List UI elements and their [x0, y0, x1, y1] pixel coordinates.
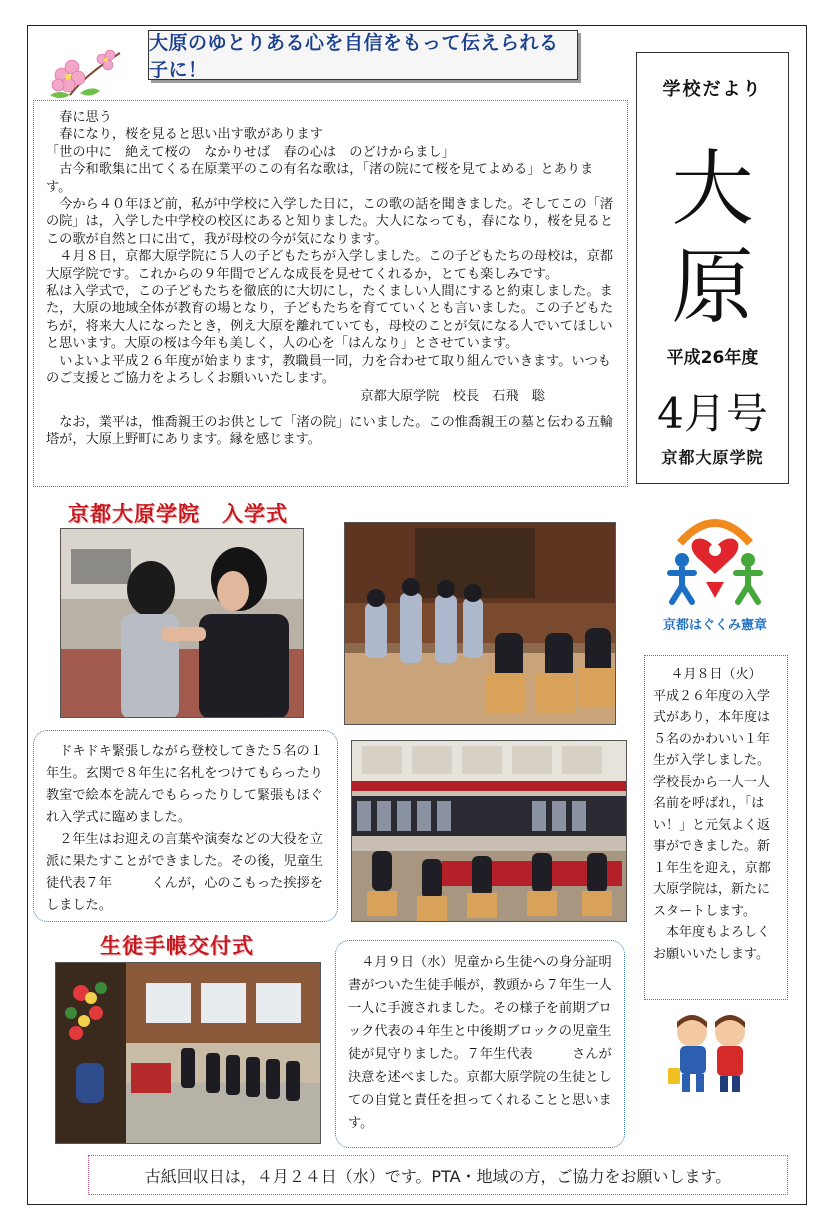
- principal-article: [33, 100, 628, 487]
- masthead-year: 平成26年度: [666, 348, 759, 368]
- sidebox-date: ４月８日（火）: [670, 667, 762, 682]
- photo-children-procession: [344, 522, 616, 725]
- masthead-month: 4月号: [657, 389, 768, 438]
- article-paragraph: ４月８日，京都大原学院に５人の子どもたちが入学しました。この子どもたちの母校は，京都大原学院です。これからの９年間でどんな成長を見せてくれるか，とても楽しみです。: [46, 249, 614, 282]
- article-signature: 京都大原学院 校長 石飛 聡: [360, 388, 545, 404]
- hagukumi-charter-emblem: [650, 498, 780, 638]
- article-paragraph: 古今和歌集に出てくる在原業平のこの有名な歌は，「渚の院にて桜を見てよめる」とあります。: [46, 162, 594, 195]
- entrance-ceremony-description: [33, 730, 338, 922]
- handbook-ceremony-description: [335, 940, 625, 1148]
- photo-handbook-ceremony: [55, 962, 321, 1144]
- masthead-big-char-2: 原: [671, 240, 754, 335]
- masthead: [636, 52, 789, 484]
- article-line: 春になり，桜を見ると思い出す歌があります: [59, 127, 323, 143]
- masthead-school: 京都大原学院: [661, 448, 764, 467]
- masthead-label: 学校だより: [662, 79, 763, 100]
- entrance-text-1: ドキドキ緊張しながら登校してきた５名の１年生。玄関で８年生に名札をつけてもらったり教室で絵本を読んでもらったりして緊張もほぐれ入学式に臨めました。: [46, 744, 323, 825]
- article-postscript: なお，業平は，惟喬親王のお供として「渚の院」にいました。この惟喬親王の墓と伝わる五輪塔が，大原上野町にあります。縁を感じます。: [46, 414, 614, 448]
- children-illustration-icon: [660, 1010, 760, 1100]
- section-heading-handbook-ceremony: 生徒手帳交付式: [100, 934, 254, 958]
- section-heading-entrance-ceremony: 京都大原学院 入学式: [68, 502, 288, 526]
- paper-collection-notice: 古紙回収日は，４月２４日（水）です。PTA・地域の方，ご協力をお願いします。: [88, 1155, 788, 1195]
- masthead-big-char-1: 大: [671, 142, 754, 237]
- article-paragraph: 私は入学式で，この子どもたちを徹底的に大切にし，たくましい人間にすると約束しました。また，大原の地域全体が教育の場となり，子どもたちを育てていくとも言いました。この子どもたちが，将来大人になったとき，例え大原を離れていても，母校のことが気になる人でいてほしいと思います。大原の桜は今年も美しく，人の心を「はんなり」とさせています。: [46, 284, 614, 352]
- sidebox-text: 平成２６年度の入学式があり，本年度は５名のかわいい１年生が入学しました。学校長から一人一人名前を呼ばれ，「はい！」と元気よく返事ができました。新１年生を迎え，京都大原学院は，新たにスタートします。: [653, 688, 771, 919]
- hagukumi-emblem-icon: [650, 498, 780, 608]
- handbook-text: ４月９日（水）児童から生徒への身分証明書がついた生徒手帳が，教頭から７年生一人一人に手渡されました。その様子を前期ブロック代表の４年生と中後期ブロックの児童生徒が見守りました。７年生代表 さんが決意を述べました。京都大原学院の生徒としての自覚と責任を担ってくれることと思います。: [348, 955, 612, 1131]
- emblem-caption: 京都はぐくみ憲章: [662, 618, 767, 633]
- article-paragraph: いよいよ平成２６年度が始まります，教職員一同，力を合わせて取り組んでいきます。いつものご支援とご協力をよろしくお願いいたします。: [46, 353, 611, 387]
- newsletter-banner: 大原のゆとりある心を自信をもって伝えられる子に！: [148, 30, 578, 80]
- article-poem: 「世の中に 絶えて桜の なかりせば 春の心は のどけからまし」: [46, 144, 455, 160]
- sidebox-closing: 本年度もよろしくお願いいたします。: [653, 925, 771, 962]
- entrance-text-2: ２年生はお迎えの言葉や演奏などの大役を立派に果たすことができました。その後，児童生徒代表７年 くんが，心のこもった挨拶をしました。: [46, 832, 323, 913]
- photo-ceremony-gym: [351, 740, 627, 922]
- article-heading: 春に思う: [59, 110, 112, 125]
- article-paragraph: 今から４０年ほど前，私が中学校に入学した日に，この歌の話を聞きました。そしてこの「渚の院」は，入学した中学校の校区にあると知りました。大人になっても，春になり，桜を見るとこの歌が自然と口に出て，我が母校の今が気になります。: [46, 197, 614, 247]
- entrance-ceremony-sidebox: [644, 655, 788, 1000]
- cherry-blossom-icon: [40, 45, 130, 105]
- photo-badge-pinning: [60, 528, 304, 718]
